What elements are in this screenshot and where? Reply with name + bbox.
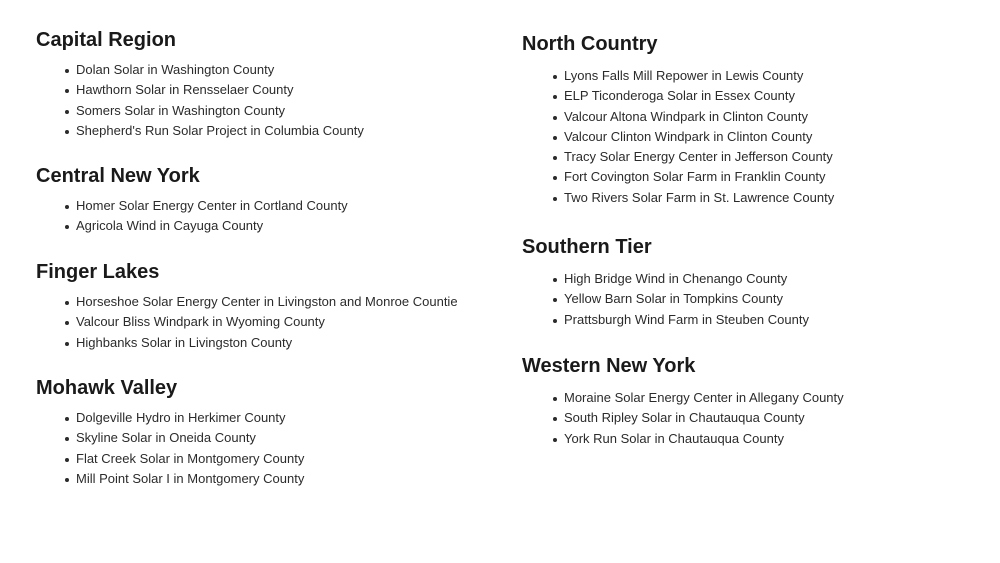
region-title: Capital Region <box>36 29 177 51</box>
bullet-icon <box>553 319 557 323</box>
bullet-icon <box>553 298 557 302</box>
list-item <box>522 188 962 208</box>
list-item <box>36 196 480 216</box>
project-list <box>36 196 480 237</box>
bullet-icon <box>553 116 557 120</box>
bullet-icon <box>65 130 69 134</box>
project-name: Yellow Barn Solar in Tompkins County <box>564 291 783 307</box>
region-title: North Country <box>522 33 658 55</box>
project-name: Skyline Solar in Oneida County <box>76 430 256 446</box>
list-item <box>36 333 480 353</box>
project-name: Somers Solar in Washington County <box>76 102 286 118</box>
bullet-icon <box>65 225 69 229</box>
bullet-icon <box>65 437 69 441</box>
project-name: Homer Solar Energy Center in Cortland County <box>76 198 348 213</box>
list-item <box>522 86 962 106</box>
region-title: Mohawk Valley <box>36 377 178 399</box>
project-name: Valcour Altona Windpark in Clinton County <box>564 108 808 124</box>
region-section-north-country <box>522 32 962 208</box>
region-section-southern-tier <box>522 235 962 330</box>
project-name: ELP Ticonderoga Solar in Essex County <box>564 88 796 104</box>
region-title: Western New York <box>522 355 696 377</box>
bullet-icon <box>553 136 557 140</box>
bullet-icon <box>553 156 557 160</box>
list-item <box>36 121 480 141</box>
project-name: Mill Point Solar I in Montgomery County <box>76 470 305 486</box>
list-item <box>36 312 480 332</box>
region-title: Southern Tier <box>522 236 652 258</box>
list-item <box>522 127 962 147</box>
project-list <box>36 408 480 489</box>
bullet-icon <box>65 301 69 305</box>
list-item <box>522 289 962 309</box>
project-list <box>522 388 962 449</box>
bullet-icon <box>65 478 69 482</box>
region-section-capital-region <box>36 28 480 141</box>
project-list <box>36 292 480 353</box>
list-item <box>36 408 480 428</box>
region-section-finger-lakes <box>36 260 480 353</box>
project-name: Flat Creek Solar in Montgomery County <box>76 450 305 466</box>
list-item <box>522 66 962 86</box>
list-item <box>522 310 962 330</box>
region-title: Central New York <box>36 165 200 187</box>
list-item <box>36 216 480 236</box>
list-item <box>522 388 962 408</box>
bullet-icon <box>553 95 557 99</box>
list-item <box>522 107 962 127</box>
bullet-icon <box>65 110 69 114</box>
project-name: Hawthorn Solar in Rensselaer County <box>76 82 294 98</box>
bullet-icon <box>553 197 557 201</box>
bullet-icon <box>65 89 69 93</box>
project-name: Valcour Clinton Windpark in Clinton County <box>564 128 813 144</box>
list-item <box>36 60 480 80</box>
region-section-mohawk-valley <box>36 376 480 489</box>
bullet-icon <box>553 397 557 401</box>
bullet-icon <box>553 438 557 442</box>
list-item <box>522 269 962 289</box>
list-item <box>36 449 480 469</box>
list-item <box>36 101 480 121</box>
project-list <box>36 60 480 141</box>
project-name: Tracy Solar Energy Center in Jefferson County <box>564 149 833 165</box>
project-name: York Run Solar in Chautauqua County <box>564 430 784 446</box>
project-name: Prattsburgh Wind Farm in Steuben County <box>564 311 809 327</box>
list-item <box>522 147 962 167</box>
project-name: Highbanks Solar in Livingston County <box>76 334 293 350</box>
project-name: Horseshoe Solar Energy Center in Livingston and Monroe Countie <box>76 294 458 309</box>
project-name: Two Rivers Solar Farm in St. Lawrence County <box>564 189 835 205</box>
region-section-central-new-york <box>36 164 480 237</box>
project-list <box>522 66 962 208</box>
bullet-icon <box>65 69 69 73</box>
project-list <box>522 269 962 330</box>
bullet-icon <box>65 417 69 421</box>
list-item <box>36 292 480 312</box>
bullet-icon <box>65 342 69 346</box>
bullet-icon <box>65 458 69 462</box>
bullet-icon <box>65 205 69 209</box>
project-name: Valcour Bliss Windpark in Wyoming County <box>76 314 325 330</box>
bullet-icon <box>553 417 557 421</box>
bullet-icon <box>65 321 69 325</box>
list-item <box>36 428 480 448</box>
project-name: Agricola Wind in Cayuga County <box>76 218 264 234</box>
list-item <box>36 80 480 100</box>
project-name: High Bridge Wind in Chenango County <box>564 271 788 286</box>
project-name: South Ripley Solar in Chautauqua County <box>564 410 805 426</box>
region-section-western-new-york <box>522 354 962 449</box>
project-name: Fort Covington Solar Farm in Franklin County <box>564 169 826 185</box>
list-item <box>522 408 962 428</box>
bullet-icon <box>553 176 557 180</box>
bullet-icon <box>553 75 557 79</box>
list-item <box>36 469 480 489</box>
list-item <box>522 167 962 187</box>
region-title: Finger Lakes <box>36 261 160 283</box>
list-item <box>522 429 962 449</box>
project-name: Lyons Falls Mill Repower in Lewis County <box>564 68 804 83</box>
project-name: Moraine Solar Energy Center in Allegany County <box>564 390 844 405</box>
project-name: Dolgeville Hydro in Herkimer County <box>76 410 286 425</box>
bullet-icon <box>553 278 557 282</box>
project-name: Shepherd's Run Solar Project in Columbia County <box>76 122 364 138</box>
project-name: Dolan Solar in Washington County <box>76 62 275 77</box>
